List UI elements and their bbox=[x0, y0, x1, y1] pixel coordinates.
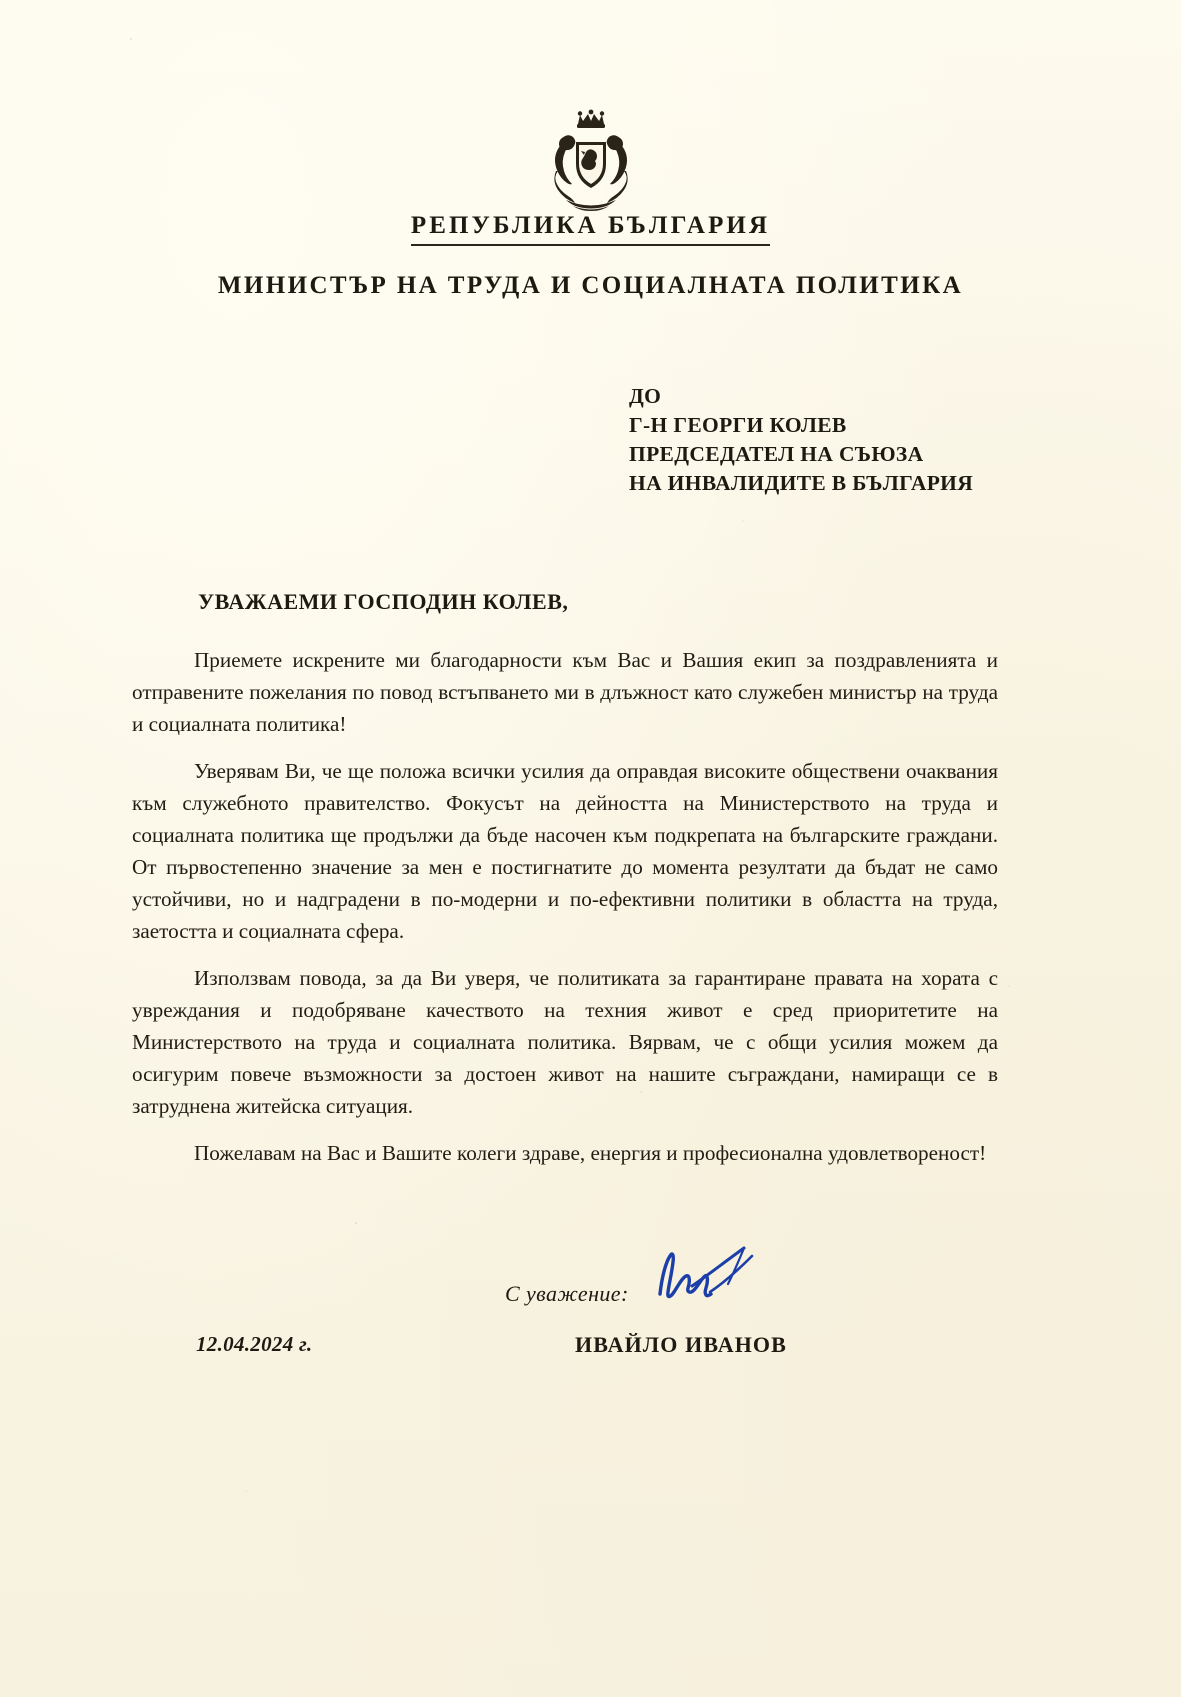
addressee-line-2: Г-Н ГЕОРГИ КОЛЕВ bbox=[629, 413, 847, 437]
page-subtitle-ministry: МИНИСТЪР НА ТРУДА И СОЦИАЛНАТА ПОЛИТИКА bbox=[217, 272, 964, 299]
body-paragraph: Пожелавам на Вас и Вашите колеги здраве, енергия и професионална удовлетвореност! bbox=[194, 1141, 987, 1165]
letter-body bbox=[132, 644, 998, 1169]
closing-label: С уважение: bbox=[505, 1281, 629, 1306]
republic-text: РЕПУБЛИКА БЪЛГАРИЯ bbox=[411, 212, 770, 246]
body-paragraph: Използвам повода, за да Ви уверя, че политиката за гарантиране правата на хората с увреждания и подобряване качеството на техния живот е сред приоритетите на Министерството на труда и социалната политика. Вярвам, че с общи усилия можем да осигурим повече възможности за достоен живот на нашите съграждани, намиращи се в затруднена житейска ситуация. bbox=[132, 966, 998, 1118]
signer-name: ИВАЙЛО ИВАНОВ bbox=[575, 1332, 787, 1357]
handwritten-signature-icon bbox=[648, 1242, 778, 1314]
bulgaria-coat-of-arms-icon bbox=[526, 108, 656, 213]
salutation: УВАЖАЕМИ ГОСПОДИН КОЛЕВ, bbox=[198, 589, 569, 614]
page-title-republic bbox=[0, 212, 1181, 240]
letter-date: 12.04.2024 г. bbox=[196, 1332, 313, 1356]
addressee-line-3: ПРЕДСЕДАТЕЛ НА СЪЮЗА bbox=[629, 442, 924, 466]
body-paragraph: Уверявам Ви, че ще положа всички усилия да оправдая високите обществени очаквания към служебното правителство. Фокусът на дейността на Министерството на труда и социалната политика ще продължи да бъде насочен към подкрепата на българските граждани. От първостепенно значение за мен е постигнатите до момента резултати да бъдат не само устойчиви, но и надградени в по-модерни и по-ефективни политики в областта на труда, заетостта и социалната сфера. bbox=[132, 759, 998, 943]
addressee-block bbox=[629, 382, 973, 498]
addressee-line-1: ДО bbox=[629, 384, 662, 408]
addressee-line-4: НА ИНВАЛИДИТЕ В БЪЛГАРИЯ bbox=[629, 471, 974, 495]
body-paragraph: Приемете искрените ми благодарности към Вас и Вашия екип за поздравленията и отправените пожелания по повод встъпването ми в длъжност като служебен министър на труда и социалната политика! bbox=[132, 648, 998, 736]
